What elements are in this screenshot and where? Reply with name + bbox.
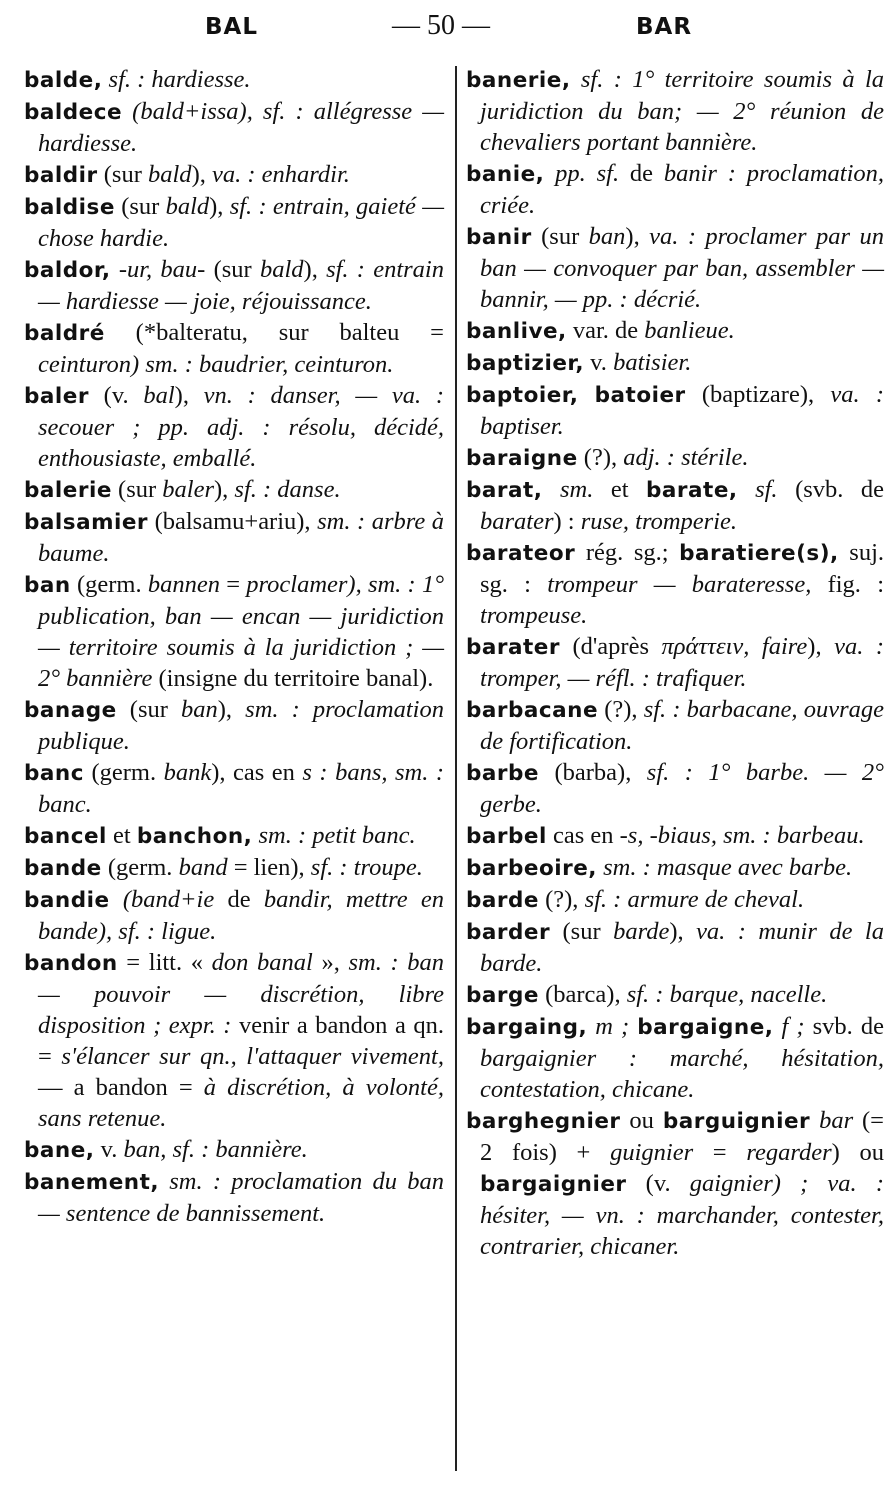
dictionary-entry <box>466 757 884 820</box>
header-right-guideword: BAR <box>636 14 693 40</box>
dictionary-entry <box>24 191 444 254</box>
entry-text: cas en <box>546 822 620 849</box>
entry-text-italic: vn. : danser, — va. : secouer ; pp. adj. : résolu, décidé, enthousiaste, emballé. <box>38 382 444 472</box>
entry-text: », <box>312 949 349 976</box>
dictionary-entry <box>24 380 444 474</box>
dictionary-entry <box>24 852 444 884</box>
entry-text: ), <box>217 696 246 723</box>
headword: baldise <box>24 195 115 220</box>
entry-text: ) ou <box>831 1139 884 1166</box>
dictionary-entry <box>466 347 884 379</box>
entry-text: (sur <box>111 476 163 503</box>
dictionary-entry <box>466 64 884 158</box>
headword: banie, <box>466 162 545 187</box>
entry-text-italic: sm. : petit banc. <box>258 822 416 849</box>
left-column <box>24 64 444 1229</box>
dictionary-entry <box>24 1166 444 1229</box>
header-left-guideword: BAL <box>205 14 258 40</box>
headword: banlive, <box>466 319 567 344</box>
headword: bandon <box>24 951 118 976</box>
entry-text: (?), <box>538 886 585 913</box>
entry-text-italic: à discrétion, à volonté, sans retenue. <box>38 1074 444 1132</box>
entry-text <box>542 476 560 503</box>
dictionary-entry <box>466 694 884 757</box>
entry-text <box>810 1107 819 1134</box>
entry-text: (?), <box>598 696 644 723</box>
entry-text-italic: bannen <box>147 571 220 598</box>
entry-text-italic: baler <box>162 476 214 503</box>
entry-text-italic: pp. sf. <box>555 160 620 187</box>
entry-text-italic: bank <box>163 759 212 786</box>
entry-text-italic: sf. : entrain, gaieté — chose hardie. <box>38 193 444 252</box>
entry-text: ), <box>213 476 235 503</box>
entry-text-italic: sm. : proclamation du ban — sentence de bannissement. <box>38 1168 444 1227</box>
dictionary-entry <box>466 537 884 631</box>
entry-text: — a bandon = <box>38 1074 204 1101</box>
headword: balerie <box>24 478 112 503</box>
entry-text-italic: bald <box>259 256 304 283</box>
entry-text: ou <box>620 1107 663 1134</box>
entry-text <box>122 98 132 125</box>
headword: bargaignier <box>480 1172 627 1197</box>
entry-text: = <box>693 1139 747 1166</box>
entry-text-italic: s'élancer sur qn., l'attaquer vivement, <box>61 1043 444 1070</box>
entry-text-italic: proclamer), sm. : 1° publication, ban — encan — juridiction — territoire soumis à la juridiction ; — 2° bannière <box>38 571 444 692</box>
entry-text-italic: sf. : hardiesse. <box>108 66 251 93</box>
dictionary-entry <box>466 979 884 1011</box>
entry-text: et <box>593 476 647 503</box>
entry-text-italic: sf. : troupe. <box>310 854 423 881</box>
headword: balsamier <box>24 510 149 535</box>
entry-text: (?), <box>577 444 624 471</box>
entry-text <box>111 256 119 283</box>
dictionary-entry <box>24 884 444 947</box>
headword: barbe <box>466 761 539 786</box>
headword: baldor, <box>24 258 111 283</box>
headword: bandie <box>24 888 110 913</box>
right-column <box>466 64 884 1262</box>
entry-text-italic: s : bans, sm. : banc. <box>38 759 444 818</box>
entry-text-italic: sf. : danse. <box>234 476 341 503</box>
headword: banchon, <box>136 824 253 849</box>
entry-text <box>544 160 555 187</box>
entry-text: (insigne du territoire banal). <box>152 665 434 692</box>
entry-text-italic: regarder <box>746 1139 832 1166</box>
entry-text-italic: ban <box>181 696 218 723</box>
entry-text: ), <box>625 223 650 250</box>
entry-text <box>578 381 594 408</box>
entry-text-italic: banlieue. <box>644 317 735 344</box>
headword: banement, <box>24 1170 160 1195</box>
dictionary-entry <box>24 820 444 852</box>
entry-text-italic: sm. : ban — pouvoir — discrétion, libre disposition ; expr. : <box>38 949 445 1039</box>
entry-text: fig. : <box>811 571 884 598</box>
headword: barat, <box>466 478 543 503</box>
dictionary-entry <box>24 64 444 96</box>
entry-text <box>159 1168 169 1195</box>
entry-text-italic: bald <box>165 193 210 220</box>
dictionary-entry <box>24 569 444 694</box>
headword: barbacane <box>466 698 599 723</box>
entry-text-italic: f ; <box>781 1013 805 1040</box>
headword: barder <box>466 920 551 945</box>
entry-text: ), <box>669 918 697 945</box>
headword: baldré <box>24 321 105 346</box>
page-header <box>0 8 894 48</box>
entry-text-italic: trompeur — barateresse, <box>547 571 812 598</box>
entry-text-italic: -s, -biaus, sm. : barbeau. <box>619 822 865 849</box>
entry-text: v. <box>584 349 614 376</box>
entry-text-italic: barde <box>613 918 670 945</box>
entry-text-italic: sm. <box>559 476 594 503</box>
entry-text: ), <box>303 256 327 283</box>
headword: baldir <box>24 163 98 188</box>
headword: barateor <box>466 541 576 566</box>
headword: baptoier, <box>466 383 579 408</box>
entry-text-italic: ban, sf. : bannière. <box>123 1136 308 1163</box>
entry-text-italic: va. : proclamer par un ban — convoquer par ban, assembler — bannir, — pp. : décrié. <box>480 223 884 313</box>
entry-text-italic: va. : munir de la barde. <box>480 918 884 977</box>
entry-text: v. <box>94 1136 124 1163</box>
entry-text-italic: va. : enhardir. <box>211 161 350 188</box>
headword: barater <box>466 635 560 660</box>
entry-text-italic: ceinturon) sm. : baudrier, ceinturon. <box>38 351 394 378</box>
entry-text-italic: banir : proclamation, criée. <box>480 160 884 219</box>
entry-text-italic: sf. <box>755 476 778 503</box>
entry-text: (*balteratu, sur balteu = <box>104 319 444 346</box>
entry-text: (v. <box>626 1170 690 1197</box>
dictionary-entry <box>466 379 884 442</box>
entry-text-italic: sf. : 1° barbe. — 2° gerbe. <box>480 759 884 818</box>
entry-text: rég. sg.; <box>575 539 680 566</box>
entry-text: (barca), <box>538 981 627 1008</box>
dictionary-entry <box>466 884 884 916</box>
headword: balde, <box>24 68 103 93</box>
entry-text: svb. de <box>804 1013 885 1040</box>
entry-text: (balsamu+ariu), <box>148 508 318 535</box>
entry-text <box>587 1013 595 1040</box>
entry-text: et <box>106 822 137 849</box>
entry-text-italic: trompeuse. <box>480 602 588 629</box>
headword: barge <box>466 983 539 1008</box>
dictionary-entry <box>466 1105 884 1262</box>
entry-text: ), <box>174 382 204 409</box>
entry-text: (germ. <box>70 571 148 598</box>
dictionary-entry <box>466 852 884 884</box>
dictionary-entry <box>24 506 444 569</box>
entry-text-italic: (bald+issa), sf. : allégresse — hardiesse. <box>38 98 445 157</box>
entry-text: suj. sg. : <box>480 539 885 598</box>
headword: barate, <box>646 478 738 503</box>
entry-text-italic: bandir, mettre en bande), sf. : ligue. <box>38 886 445 945</box>
entry-text-italic: gaignier) ; va. : hésiter, — vn. : marchander, contester, contrarier, chicaner. <box>480 1170 884 1260</box>
headword: barguignier <box>662 1109 811 1134</box>
entry-text-italic: band <box>178 854 228 881</box>
entry-text: (sur <box>116 696 182 723</box>
dictionary-entry <box>24 254 444 317</box>
entry-text <box>773 1013 781 1040</box>
entry-text-italic: sf. : barbacane, ouvrage de fortification. <box>480 696 884 755</box>
entry-text: ), <box>209 193 230 220</box>
entry-text-italic: don banal <box>211 949 313 976</box>
headword: banir <box>466 225 532 250</box>
column-divider <box>455 66 457 1471</box>
entry-text: (baptizare), <box>685 381 831 408</box>
entry-text-italic: m ; <box>595 1013 630 1040</box>
entry-text-italic: sf. : barque, nacelle. <box>626 981 828 1008</box>
entry-text <box>110 886 123 913</box>
entry-text: de <box>619 160 664 187</box>
headword: bande <box>24 856 102 881</box>
dictionary-entry <box>24 757 444 820</box>
headword: bancel <box>24 824 107 849</box>
headword: bargaigne, <box>637 1015 774 1040</box>
entry-text-italic: sm. : arbre à baume. <box>38 508 445 567</box>
entry-text-italic: va. : tromper, — réfl. : trafiquer. <box>480 633 884 692</box>
entry-text: (sur <box>97 161 148 188</box>
headword: barghegnier <box>466 1109 621 1134</box>
entry-text <box>571 66 581 93</box>
entry-text: (sur <box>205 256 260 283</box>
entry-text-italic: ruse, tromperie. <box>580 508 738 535</box>
entry-text: var. de <box>566 317 645 344</box>
dictionary-entry <box>24 694 444 757</box>
entry-text: (d'après <box>559 633 662 660</box>
entry-text: ), cas en <box>211 759 303 786</box>
dictionary-entry <box>24 474 444 506</box>
headword: banc <box>24 761 84 786</box>
entry-text-italic: batisier. <box>613 349 692 376</box>
entry-text <box>738 476 756 503</box>
entry-text: (barba), <box>538 759 647 786</box>
entry-text-italic: (band+ie <box>122 886 215 913</box>
headword: baratiere(s), <box>679 541 839 566</box>
headword: baraigne <box>466 446 578 471</box>
dictionary-entry <box>24 1134 444 1166</box>
headword: batoier <box>594 383 686 408</box>
dictionary-entry <box>466 221 884 315</box>
entry-text: = lien), <box>227 854 311 881</box>
entry-text: (svb. de <box>777 476 885 503</box>
entry-text: (sur <box>550 918 614 945</box>
entry-text: (sur <box>114 193 166 220</box>
dictionary-entry <box>24 947 444 1134</box>
dictionary-entry <box>466 916 884 979</box>
entry-text: = <box>219 571 247 598</box>
headword: banerie, <box>466 68 571 93</box>
headword: bargaing, <box>466 1015 588 1040</box>
headword: bane, <box>24 1138 95 1163</box>
headword: ban <box>24 573 71 598</box>
dictionary-entry <box>24 317 444 380</box>
dictionary-entry <box>466 631 884 694</box>
dictionary-entry <box>24 159 444 191</box>
headword: barbel <box>466 824 547 849</box>
entry-text: venir a bandon a qn. = <box>38 1012 444 1070</box>
headword: baldece <box>24 100 123 125</box>
entry-text: de <box>214 886 264 913</box>
entry-text-italic: guignier <box>610 1139 694 1166</box>
entry-text: (germ. <box>101 854 179 881</box>
entry-text-italic: bal <box>143 382 175 409</box>
dictionary-entry <box>24 96 444 159</box>
entry-text: = litt. « <box>117 949 212 976</box>
entry-text-italic: sf. : 1° territoire soumis à la juridiction du ban; — 2° réunion de chevaliers portant bannière. <box>480 66 884 156</box>
dictionary-entry <box>466 442 884 474</box>
entry-text-italic: sm. : masque avec barbe. <box>603 854 853 881</box>
entry-text: ), <box>807 633 835 660</box>
entry-text-italic: va. : baptiser. <box>480 381 884 440</box>
headword: barde <box>466 888 539 913</box>
entry-text: ), <box>191 161 212 188</box>
dictionary-entry <box>466 1011 884 1105</box>
entry-text-italic: adj. : stérile. <box>623 444 749 471</box>
headword: baler <box>24 384 89 409</box>
dictionary-entry <box>466 474 884 537</box>
entry-text-italic: barater <box>480 508 554 535</box>
entry-text: (germ. <box>83 759 164 786</box>
entry-text: (= 2 fois) + <box>480 1107 885 1166</box>
dictionary-entry <box>466 158 884 221</box>
entry-text-italic: -ur, bau- <box>118 256 206 283</box>
entry-text-italic: bald <box>148 161 192 188</box>
dictionary-entry <box>466 315 884 347</box>
headword: barbeoire, <box>466 856 597 881</box>
entry-text: ) : <box>553 508 581 535</box>
entry-text: (v. <box>88 382 144 409</box>
headword: banage <box>24 698 117 723</box>
entry-text-italic: bargaignier : marché, hésitation, contestation, chicane. <box>480 1045 884 1103</box>
entry-text-italic: sm. : proclamation publique. <box>38 696 444 755</box>
page-number: — 50 — <box>392 10 490 41</box>
entry-text-italic: sf. : entrain — hardiesse — joie, réjouissance. <box>38 256 444 315</box>
headword: baptizier, <box>466 351 585 376</box>
entry-text-italic: sf. : armure de cheval. <box>584 886 805 913</box>
entry-text-italic: πράττειν, faire <box>661 633 808 660</box>
entry-text: (sur <box>531 223 589 250</box>
entry-text-italic: ban <box>588 223 626 250</box>
entry-text-italic: bar <box>819 1107 854 1134</box>
dictionary-entry <box>466 820 884 852</box>
